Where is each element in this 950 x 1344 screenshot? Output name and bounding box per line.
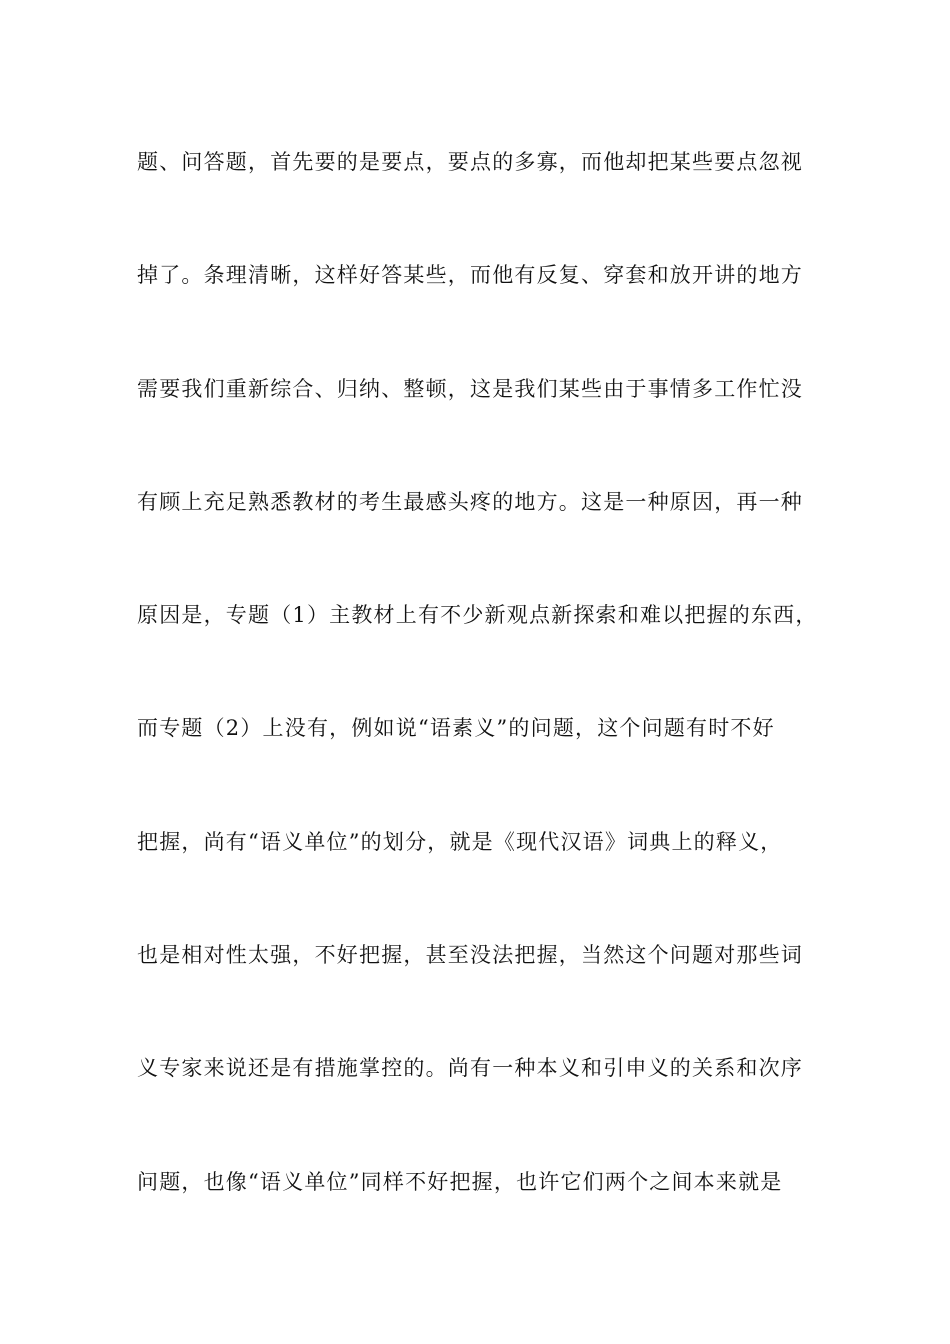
text-line-4: 有顾上充足熟悉教材的考生最感头疼的地方。这是一种原因，再一种 bbox=[137, 489, 803, 514]
text-line-2: 掉了。条理清晰，这样好答某些，而他有反复、穿套和放开讲的地方 bbox=[137, 263, 803, 288]
text-line-1: 题、问答题，首先要的是要点，要点的多寡，而他却把某些要点忽视 bbox=[137, 150, 803, 174]
text-line-10: 问题，也像“语义单位”同样不好把握，也许它们两个之间本来就是 bbox=[137, 1169, 783, 1194]
text-line-5: 原因是，专题（1）主教材上有不少新观点新探索和难以把握的东西， bbox=[137, 603, 818, 628]
text-line-9: 义专家来说还是有措施掌控的。尚有一种本义和引申义的关系和次序 bbox=[137, 1056, 803, 1081]
text-line-3: 需要我们重新综合、归纳、整顿，这是我们某些由于事情多工作忙没 bbox=[137, 376, 803, 401]
text-line-8: 也是相对性太强，不好把握，甚至没法把握，当然这个问题对那些词 bbox=[137, 943, 803, 968]
body-text bbox=[137, 146, 827, 1279]
text-line-6: 而专题（2）上没有，例如说“语素义”的问题，这个问题有时不好 bbox=[137, 716, 775, 741]
text-line-7: 把握，尚有“语义单位”的划分，就是《现代汉语》词典上的释义， bbox=[137, 829, 783, 854]
